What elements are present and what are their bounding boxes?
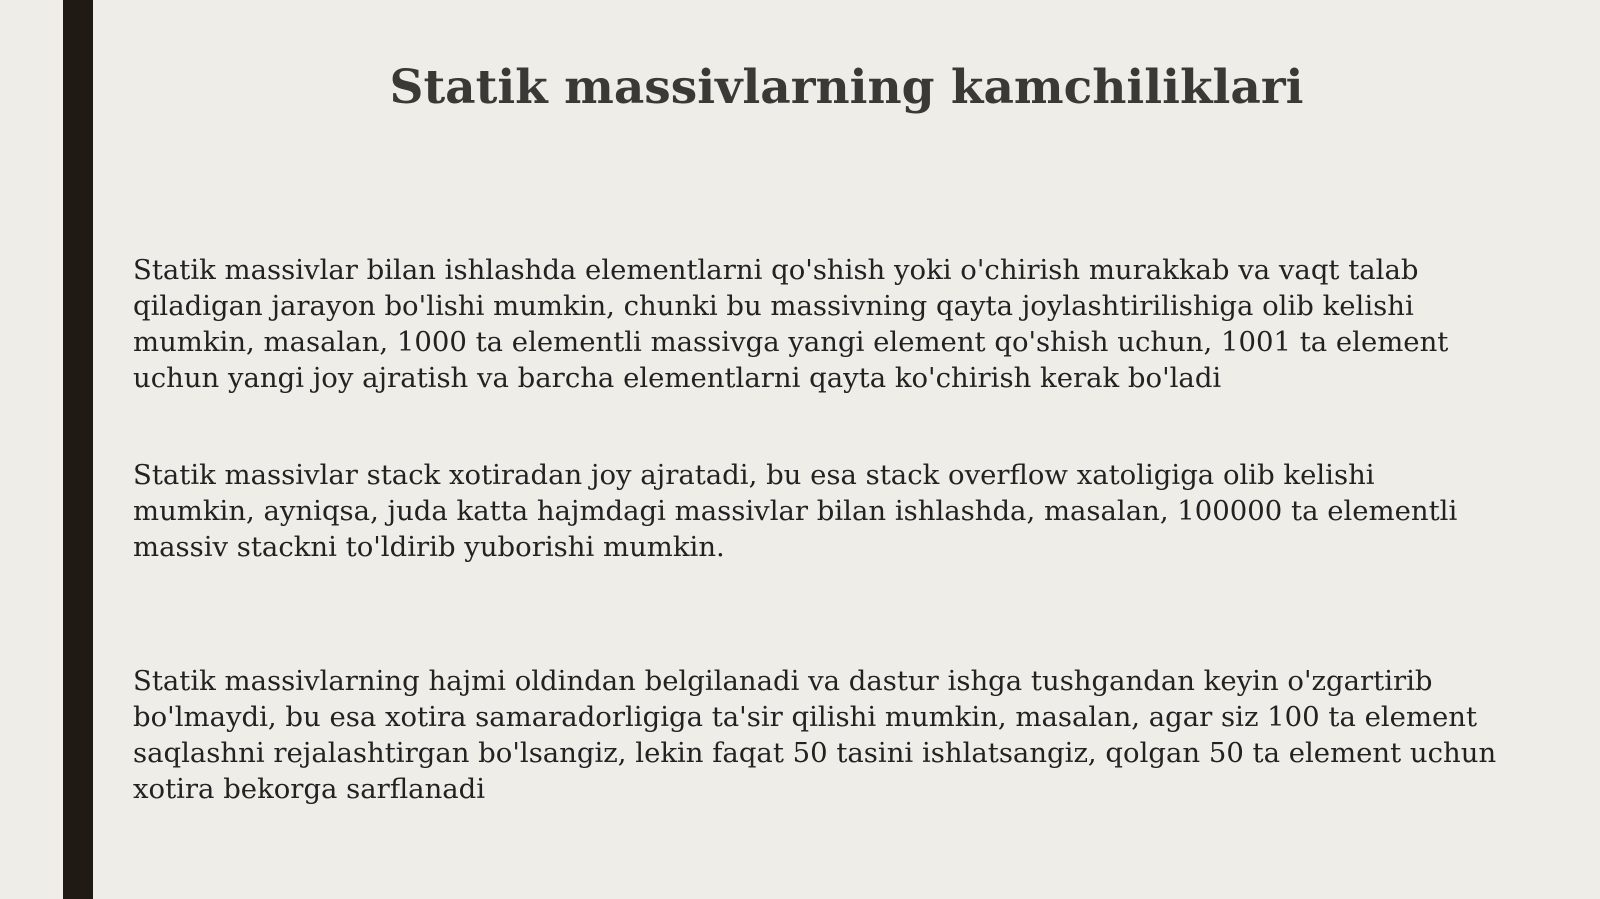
accent-bar: [63, 0, 93, 899]
paragraph-1: Statik massivlar bilan ishlashda elementlarni qo'shish yoki o'chirish murakkab va vaqt talab qiladigan jarayon bo'lishi mumkin, chunki bu massivning qayta joylashtirilishiga olib kelishi mumkin, masalan, 1000 ta elementli massivga yangi element qo'shish uchun, 1001 ta element uchun yangi joy ajratish va barcha elementlarni qayta ko'chirish kerak bo'ladi: [133, 254, 1449, 394]
paragraph-2: Statik massivlar stack xotiradan joy ajratadi, bu esa stack overflow xatoligiga olib kelishi mumkin, ayniqsa, juda katta hajmdagi massivlar bilan ishlashda, masalan, 100000 ta elementli massiv stackni to'ldirib yuborishi mumkin.: [133, 459, 1458, 563]
slide-title: Statik massivlarning kamchiliklari: [389, 60, 1304, 115]
paragraph-3: Statik massivlarning hajmi oldindan belgilanadi va dastur ishga tushgandan keyin o'zgartirib bo'lmaydi, bu esa xotira samaradorligiga ta'sir qilishi mumkin, masalan, agar siz 100 ta element saqlashni rejalashtirgan bo'lsangiz, lekin faqat 50 tasini ishlatsangiz, qolgan 50 ta element uchun xotira bekorga sarflanadi: [133, 665, 1497, 805]
